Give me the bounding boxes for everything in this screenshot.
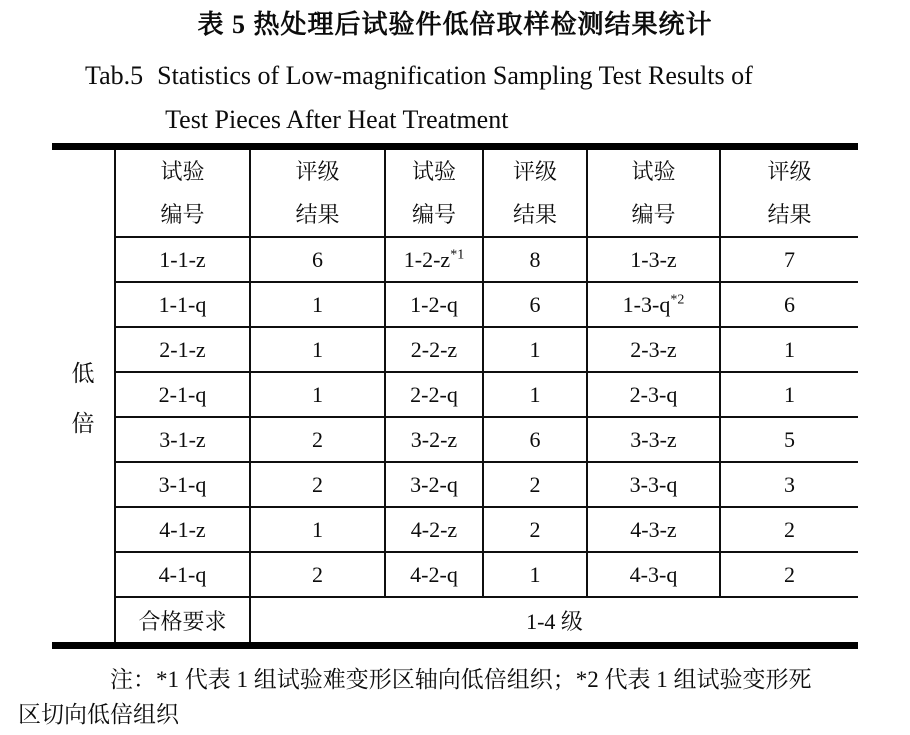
test-id-cell: 4-3-q: [587, 552, 720, 597]
test-id-cell: 2-2-z: [385, 327, 483, 372]
test-id-cell: 1-1-q: [115, 282, 250, 327]
table-row: [52, 282, 858, 327]
test-id-cell: 1-1-z: [115, 237, 250, 282]
rating-value-cell: 1: [483, 372, 587, 417]
header-cell-rating-3: 评级 结果: [720, 150, 858, 237]
table-row: [52, 462, 858, 507]
rating-value-cell: 2: [250, 552, 385, 597]
rating-value-cell: 1: [250, 507, 385, 552]
rating-value-cell: 6: [250, 237, 385, 282]
footnote-line-2: 区切向低倍组织: [18, 702, 179, 727]
rating-value-cell: 2: [483, 462, 587, 507]
rating-value-cell: 6: [483, 417, 587, 462]
rating-value-cell: 1: [483, 327, 587, 372]
test-id-cell: 4-1-q: [115, 552, 250, 597]
header-cell-test-no-1: 试验 编号: [115, 150, 250, 237]
rating-value-cell: 2: [250, 462, 385, 507]
row-group-label-cell: [52, 150, 115, 642]
table-caption-zh: 表 5 热处理后试验件低倍取样检测结果统计: [197, 10, 713, 39]
paper-page: [0, 8, 910, 735]
rating-value-cell: 1: [483, 552, 587, 597]
table-row: [52, 237, 858, 282]
group-label-char-1: 低: [71, 360, 95, 386]
group-label-char-2: 倍: [71, 410, 95, 436]
test-id-cell: 4-2-q: [385, 552, 483, 597]
table-row: [52, 417, 858, 462]
test-id-cell: 4-3-z: [587, 507, 720, 552]
test-id-cell: 3-2-z: [385, 417, 483, 462]
table-caption-en-label: Tab.5: [85, 61, 144, 90]
test-id-cell: 3-1-z: [115, 417, 250, 462]
table-footnote: [18, 662, 886, 732]
header-cell-test-no-3: 试验 编号: [587, 150, 720, 237]
test-id-cell: 1-2-q: [385, 282, 483, 327]
rating-value-cell: 2: [483, 507, 587, 552]
test-id-cell: 3-1-q: [115, 462, 250, 507]
test-id-cell: 1-3-z: [587, 237, 720, 282]
header-cell-test-no-2: 试验 编号: [385, 150, 483, 237]
table-caption-en-line1: Statistics of Low-magnification Sampling Test Results of: [157, 61, 753, 90]
table-row: [52, 507, 858, 552]
test-id-cell: 2-1-z: [115, 327, 250, 372]
footer-label-cell: 合格要求: [115, 597, 250, 642]
rating-value-cell: 6: [720, 282, 858, 327]
test-id-cell: 4-2-z: [385, 507, 483, 552]
table-caption-en-line2: Test Pieces After Heat Treatment: [165, 105, 509, 134]
rating-value-cell: 3: [720, 462, 858, 507]
rating-value-cell: 2: [720, 552, 858, 597]
rating-value-cell: 8: [483, 237, 587, 282]
test-id-cell: $1-2-z^{*1}$: [385, 237, 483, 282]
test-id-cell: 3-3-z: [587, 417, 720, 462]
test-id-cell: 2-3-q: [587, 372, 720, 417]
results-table: [52, 150, 858, 642]
rating-value-cell: 7: [720, 237, 858, 282]
rating-value-cell: 1: [250, 282, 385, 327]
rating-value-cell: 5: [720, 417, 858, 462]
test-id-cell: 2-2-q: [385, 372, 483, 417]
table-header-row: [52, 150, 858, 237]
rating-value-cell: 2: [720, 507, 858, 552]
rating-value-cell: 1: [720, 327, 858, 372]
rating-value-cell: 1: [250, 327, 385, 372]
test-id-cell: 3-3-q: [587, 462, 720, 507]
test-id-cell: 2-3-z: [587, 327, 720, 372]
rating-value-cell: 1: [720, 372, 858, 417]
test-id-cell: 4-1-z: [115, 507, 250, 552]
table-footer-row: [52, 597, 858, 642]
table-caption-en-lines: [157, 54, 753, 142]
table-row: [52, 327, 858, 372]
rating-value-cell: 1: [250, 372, 385, 417]
footnote-line-1: 注：*1 代表 1 组试验难变形区轴向低倍组织；*2 代表 1 组试验变形死: [110, 667, 812, 692]
test-id-cell: $1-3-q^{*2}$: [587, 282, 720, 327]
test-id-cell: 2-1-q: [115, 372, 250, 417]
header-cell-rating-2: 评级 结果: [483, 150, 587, 237]
rating-value-cell: 2: [250, 417, 385, 462]
table-caption-en: [85, 54, 910, 142]
test-id-cell: 3-2-q: [385, 462, 483, 507]
table-row: [52, 372, 858, 417]
header-cell-rating-1: 评级 结果: [250, 150, 385, 237]
rating-value-cell: 6: [483, 282, 587, 327]
results-table-wrap: [52, 143, 858, 649]
table-row: [52, 552, 858, 597]
footer-value-cell: 1-4 级: [250, 597, 858, 642]
row-group-label: [52, 355, 114, 438]
